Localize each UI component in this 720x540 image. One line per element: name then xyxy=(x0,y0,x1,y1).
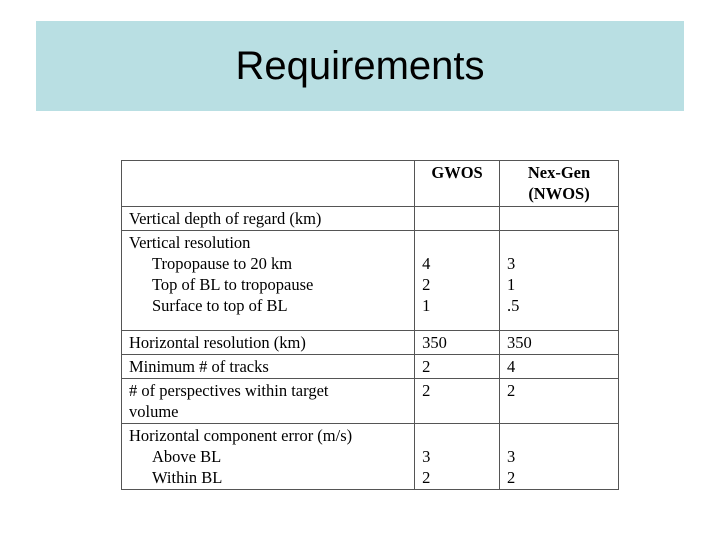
header-gwos: GWOS xyxy=(415,161,500,207)
row-label: Vertical resolution Tropopause to 20 km Top of BL to tropopause Surface to top of BL xyxy=(122,231,415,331)
row-label: Horizontal component error (m/s) Above BL Within BL xyxy=(122,424,415,490)
nexgen-value: 4 xyxy=(500,355,619,379)
gwos-value: 2 xyxy=(415,355,500,379)
gwos-value: 350 xyxy=(415,331,500,355)
table-row xyxy=(122,379,619,424)
nexgen-value: 3 2 xyxy=(500,424,619,490)
nexgen-value xyxy=(500,207,619,231)
slide-title: Requirements xyxy=(235,44,485,88)
table-row xyxy=(122,424,619,490)
table-row xyxy=(122,331,619,355)
gwos-value: 4 2 1 xyxy=(415,231,500,331)
row-label: Horizontal resolution (km) xyxy=(122,331,415,355)
table-row xyxy=(122,231,619,331)
nexgen-value: 350 xyxy=(500,331,619,355)
header-nexgen: Nex-Gen (NWOS) xyxy=(500,161,619,207)
table-row xyxy=(122,207,619,231)
row-label: # of perspectives within target volume xyxy=(122,379,415,424)
header-empty-cell xyxy=(122,161,415,207)
requirements-table xyxy=(121,160,619,490)
gwos-value: 3 2 xyxy=(415,424,500,490)
table-row xyxy=(122,355,619,379)
header-row xyxy=(122,161,619,207)
row-label: Vertical depth of regard (km) xyxy=(122,207,415,231)
nexgen-value: 3 1 .5 xyxy=(500,231,619,331)
gwos-value: 2 xyxy=(415,379,500,424)
nexgen-value: 2 xyxy=(500,379,619,424)
row-label: Minimum # of tracks xyxy=(122,355,415,379)
gwos-value xyxy=(415,207,500,231)
